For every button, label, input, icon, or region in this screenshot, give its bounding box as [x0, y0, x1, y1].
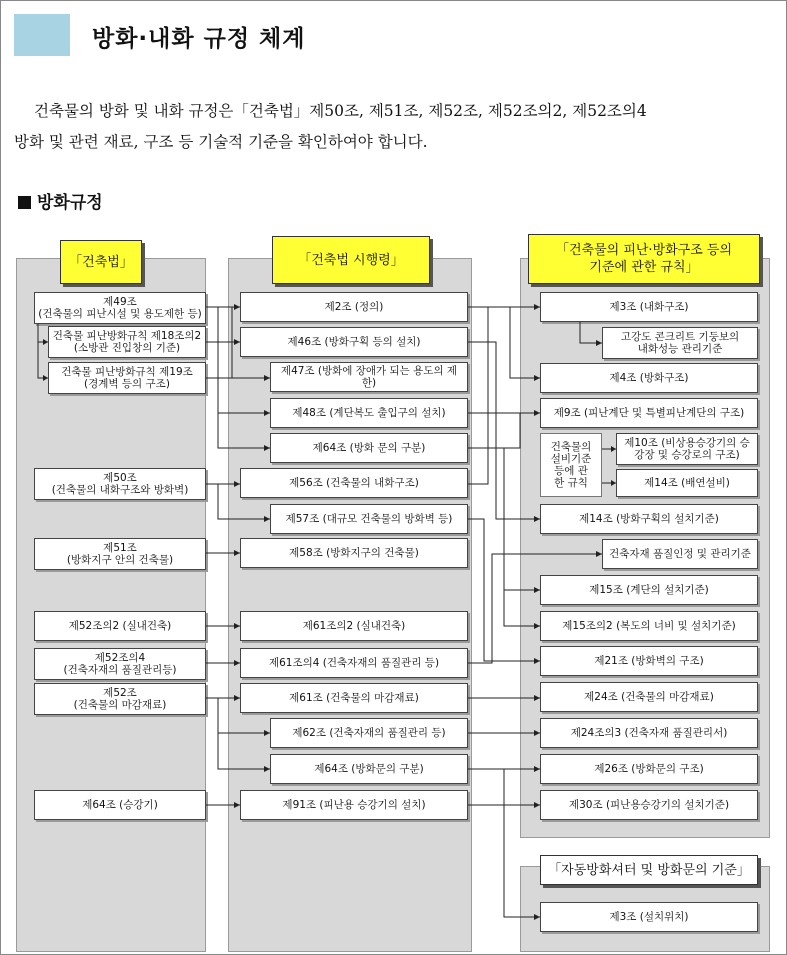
law-column-title: 「건축법」 — [60, 240, 142, 284]
decree-column-title: 「건축법 시행령」 — [272, 236, 430, 284]
shutter-item-3: 제3조 (설치위치) — [540, 902, 758, 932]
title-accent-block — [14, 14, 70, 56]
rule-item-material-quality: 건축자재 품질인정 및 관리기준 — [602, 539, 758, 569]
section-heading — [18, 188, 103, 213]
rule-item-4: 제4조 (방화구조) — [540, 363, 758, 393]
decree-item-61-4: 제61조의4 (건축자재의 품질관리 등) — [240, 648, 468, 678]
decree-item-64-door: 제64조 (방화 문의 구분) — [270, 433, 468, 463]
square-bullet-icon — [18, 196, 31, 209]
law-item-52: 제52조 (건축물의 마감재료) — [34, 683, 206, 715]
rule-item-concrete: 고강도 콘크리트 기둥보의 내화성능 관리기준 — [602, 327, 758, 359]
intro-line-2: 방화 및 관련 재료, 구조 등 기술적 기준을 확인하여야 합니다. — [14, 133, 428, 151]
rule-item-24: 제24조 (건축물의 마감재료) — [540, 682, 758, 712]
decree-item-46: 제46조 (방화구획 등의 설치) — [240, 327, 468, 357]
decree-item-57: 제57조 (대규모 건축물의 방화벽 등) — [270, 504, 468, 534]
rule-note-equipment: 건축물의 설비기준 등에 관 한 규칙 — [540, 433, 602, 497]
decree-item-61: 제61조 (건축물의 마감재료) — [240, 683, 468, 713]
rule-item-30: 제30조 (피난용승강기의 설치기준) — [540, 790, 758, 820]
decree-item-58: 제58조 (방화지구의 건축물) — [240, 538, 468, 568]
law-item-52-4: 제52조의4 (건축자재의 품질관리등) — [34, 648, 206, 680]
rule-item-14-smoke: 제14조 (배연설비) — [616, 469, 758, 497]
law-item-51: 제51조 (방화지구 안의 건축물) — [34, 538, 206, 570]
rule-item-21: 제21조 (방화벽의 구조) — [540, 646, 758, 676]
law-item-18-2: 건축물 피난방화규칙 제18조의2 (소방관 진입창의 기준) — [48, 326, 206, 358]
rule-item-3: 제3조 (내화구조) — [540, 292, 758, 322]
law-item-49: 제49조 (건축물의 피난시설 및 용도제한 등) — [34, 292, 206, 324]
intro-line-1: 건축물의 방화 및 내화 규정은「건축법」제50조, 제51조, 제52조, 제52조의2, 제52조의4 — [34, 102, 647, 120]
rule-item-9: 제9조 (피난계단 및 특별피난계단의 구조) — [540, 398, 758, 428]
decree-item-2: 제2조 (정의) — [240, 292, 468, 322]
decree-item-56: 제56조 (건축물의 내화구조) — [240, 468, 468, 498]
rule-item-24-3: 제24조의3 (건축자재 품질관리서) — [540, 718, 758, 748]
law-item-50: 제50조 (건축물의 내화구조와 방화벽) — [34, 468, 206, 500]
law-item-64: 제64조 (승강기) — [34, 790, 206, 820]
decree-item-62: 제62조 (건축자재의 품질관리 등) — [270, 718, 468, 748]
decree-item-61-2: 제61조의2 (실내건축) — [240, 611, 468, 641]
shutter-column-title: 「자동방화셔터 및 방화문의 기준」 — [540, 855, 758, 885]
intro-paragraph — [14, 96, 774, 158]
decree-item-64-gubun: 제64조 (방화문의 구분) — [270, 754, 468, 784]
rule-item-15-2: 제15조의2 (복도의 너비 및 설치기준) — [540, 611, 758, 641]
rule-item-10: 제10조 (비상용승강기의 승 강장 및 승강로의 구조) — [616, 433, 758, 465]
law-item-52-2: 제52조의2 (실내건축) — [34, 611, 206, 641]
rule-column-title: 「건축물의 피난·방화구조 등의 기준에 관한 규칙」 — [528, 234, 760, 284]
rule-item-15: 제15조 (계단의 설치기준) — [540, 575, 758, 605]
law-item-19: 건축물 피난방화규칙 제19조 (경계벽 등의 구조) — [48, 362, 206, 394]
rule-item-26: 제26조 (방화문의 구조) — [540, 754, 758, 784]
decree-item-91: 제91조 (피난용 승강기의 설치) — [240, 790, 468, 820]
section-title: 방화규정 — [37, 193, 103, 213]
page-title: 방화·내화 규정 체계 — [92, 26, 306, 52]
decree-item-47: 제47조 (방화에 장애가 되는 용도의 제한) — [270, 362, 468, 392]
rule-item-14: 제14조 (방화구획의 설치기준) — [540, 504, 758, 534]
decree-item-48: 제48조 (계단복도 출입구의 설치) — [270, 398, 468, 428]
